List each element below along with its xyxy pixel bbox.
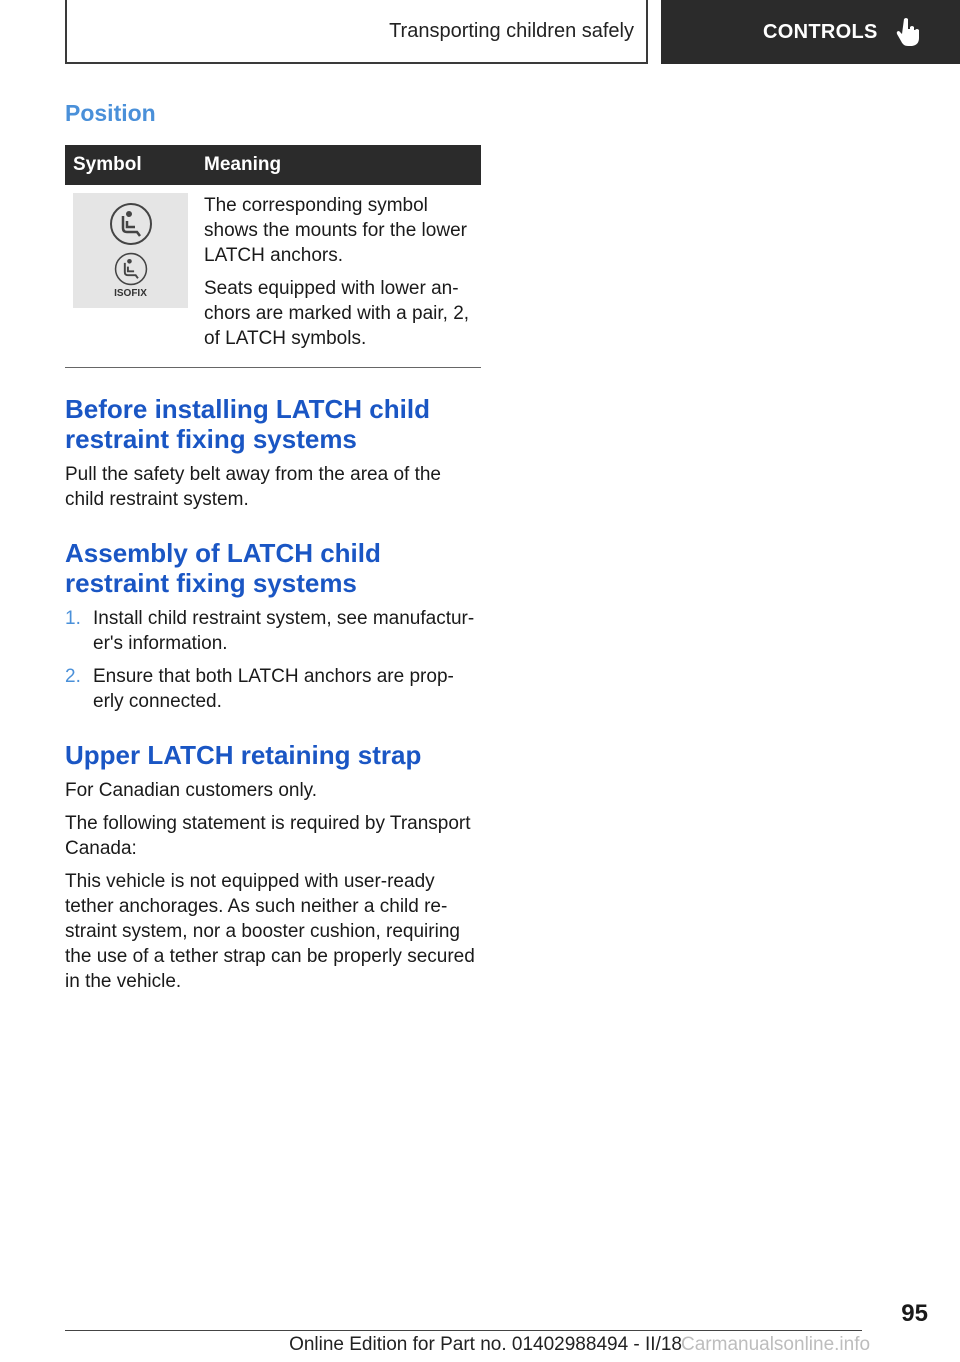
latch-symbol-image — [73, 193, 188, 308]
list-item — [65, 606, 481, 656]
main-content — [65, 100, 481, 1002]
meaning-paragraph: The corresponding symbol shows the mounts for the lower LATCH anchors. — [204, 195, 467, 266]
table-header-symbol: Symbol — [65, 145, 196, 185]
isofix-caption: ISOFIX — [114, 288, 147, 299]
symbol-cell — [65, 185, 196, 368]
page-number: 95 — [901, 1300, 928, 1327]
assembly-heading: Assembly of LATCH child restraint fixing systems — [65, 538, 381, 598]
chapter-label: CONTROLS — [763, 20, 878, 43]
step-text: Install child restraint system, see manufactur- er's information. — [93, 608, 475, 654]
chapter-tab[interactable] — [661, 0, 960, 64]
list-item — [65, 664, 481, 714]
upper-latch-paragraph: For Canadian customers only. — [65, 780, 318, 801]
symbol-table — [65, 145, 481, 368]
upper-latch-paragraph: This vehicle is not equipped with user-ready tether anchorages. As such neither a child re- straint system, nor a booster cushion, requiring the use of a tether strap can be properly secured in the vehicle. — [65, 871, 475, 992]
before-installing-text: Pull the safety belt away from the area of the child restraint system. — [65, 464, 441, 510]
watermark-text: Carmanualsonline.info — [681, 1334, 871, 1355]
meaning-paragraph: Seats equipped with lower an- chors are marked with a pair, 2, of LATCH symbols. — [204, 278, 470, 349]
before-installing-heading: Before installing LATCH child restraint fixing systems — [65, 394, 430, 454]
section-header — [65, 0, 648, 64]
step-number: 1. — [65, 608, 81, 629]
child-seat-icon — [109, 202, 153, 246]
upper-latch-paragraph: The following statement is required by Transport Canada: — [65, 813, 471, 859]
upper-latch-heading: Upper LATCH retaining strap — [65, 740, 422, 770]
footer-divider — [65, 1330, 862, 1331]
pointing-hand-icon — [896, 17, 922, 47]
step-number: 2. — [65, 666, 81, 687]
table-row — [65, 185, 481, 368]
position-title: Position — [65, 100, 156, 126]
edition-text: Online Edition for Part no. 01402988494 - II/18 — [289, 1334, 682, 1355]
meaning-cell — [196, 185, 481, 368]
assembly-steps — [65, 606, 481, 714]
step-text: Ensure that both LATCH anchors are prop- erly connected. — [93, 666, 454, 712]
table-header-meaning: Meaning — [196, 145, 481, 185]
isofix-seat-icon — [114, 252, 148, 286]
section-title: Transporting children safely — [389, 19, 634, 42]
